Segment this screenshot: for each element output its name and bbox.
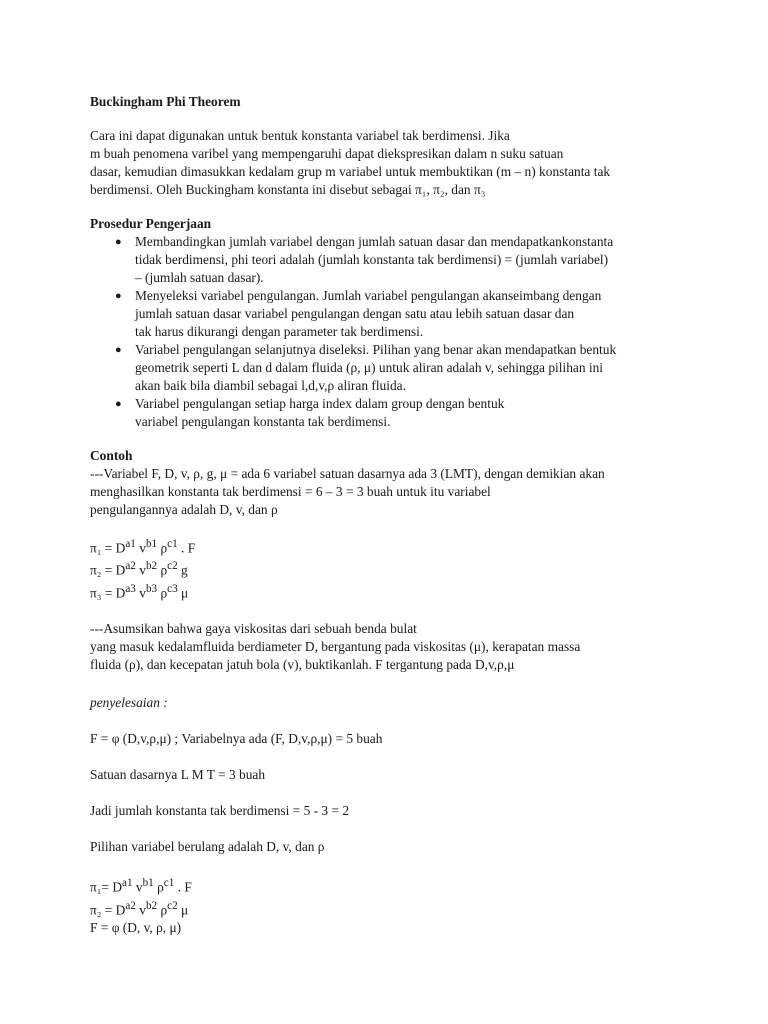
exponent: a2 — [125, 560, 136, 573]
bullet-icon: ● — [115, 290, 122, 302]
pi-equation — [90, 580, 690, 602]
procedure-line: Menyeleksi variabel pengulangan. Jumlah variabel pengulangan akanseimbang dengan — [135, 288, 602, 303]
eq-term: v — [135, 562, 146, 578]
procedure-line: akan baik bila diambil sebagai l,d,v,ρ aliran fluida. — [135, 378, 406, 393]
procedure-line: tak harus dikurangi dengan parameter tak berdimensi. — [135, 324, 424, 339]
intro-paragraph — [90, 127, 690, 199]
example1-line: ---Variabel F, D, v, ρ, g, μ = ada 6 variabel satuan dasarnya ada 3 (LMT), dengan demikian akan — [90, 466, 605, 481]
final-equation: F = φ (D, v, ρ, μ) — [90, 920, 182, 936]
exponent: b1 — [142, 877, 154, 890]
exponent: b2 — [145, 899, 158, 912]
example1-line: pengulangannya adalah D, v, dan ρ — [90, 502, 278, 517]
eq-term: ρ — [157, 540, 168, 556]
document-title: Buckingham Phi Theorem — [90, 94, 241, 109]
solution-label: penyelesaian : — [90, 695, 168, 711]
exponent: c3 — [167, 582, 178, 595]
procedure-line: jumlah satuan dasar variabel pengulangan dengan satu atau lebih satuan dasar dan — [135, 306, 575, 321]
pi-equations-2 — [90, 874, 690, 937]
procedure-line: variabel pengulangan konstanta tak berdimensi. — [135, 414, 391, 429]
example2-line: yang masuk kedalamfluida berdiameter D, bergantung pada viskositas (μ), kerapatan massa — [90, 639, 581, 655]
eq-lhs: π₁= D — [90, 879, 122, 895]
eq-term: μ — [177, 585, 189, 601]
solution-line: Pilihan variabel berulang adalah D, v, dan ρ — [90, 839, 325, 855]
eq-term: v — [135, 585, 146, 601]
exponent: a3 — [125, 582, 136, 595]
intro-line: Cara ini dapat digunakan untuk bentuk konstanta variabel tak berdimensi. Jika — [90, 128, 510, 143]
exponent: b1 — [145, 538, 158, 550]
solution-line: Jadi jumlah konstanta tak berdimensi = 5 - 3 = 2 — [90, 803, 350, 819]
eq-lhs: π₃ = D — [90, 585, 126, 601]
example2-paragraph — [90, 620, 690, 674]
intro-line: dasar, kemudian dimasukkan kedalam grup m variabel untuk membuktikan (m – n) konstanta tak — [90, 164, 611, 179]
eq-term: ρ — [153, 879, 164, 895]
procedure-item — [90, 341, 690, 395]
eq-term: μ — [177, 902, 189, 918]
procedure-list — [90, 233, 690, 431]
eq-term: ρ — [157, 902, 168, 918]
eq-term: . F — [174, 879, 192, 895]
eq-term: v — [132, 879, 143, 895]
bullet-icon: ● — [115, 236, 122, 248]
procedure-line: Variabel pengulangan selanjutnya diseleksi. Pilihan yang benar akan mendapatkan bentuk — [135, 342, 617, 357]
exponent: c1 — [167, 538, 178, 550]
example2-line: ---Asumsikan bahwa gaya viskositas dari sebuah benda bulat — [90, 621, 417, 637]
eq-term: g — [177, 562, 188, 578]
bullet-icon: ● — [115, 344, 122, 356]
exponent: c2 — [167, 899, 178, 912]
eq-term: . F — [177, 540, 196, 556]
intro-line: berdimensi. Oleh Buckingham konstanta ini disebut sebagai π₁, π₂, dan π₃ — [90, 182, 486, 197]
exponent: b3 — [145, 582, 158, 595]
eq-lhs: π₂ = D — [90, 902, 126, 918]
exponent: c2 — [167, 560, 178, 573]
eq-term: ρ — [157, 562, 168, 578]
eq-term: ρ — [157, 585, 168, 601]
exponent: c1 — [163, 877, 175, 890]
example2-line: fluida (ρ), dan kecepatan jatuh bola (v), buktikanlah. F tergantung pada D,v,ρ,μ — [90, 657, 515, 673]
procedure-heading: Prosedur Pengerjaan — [90, 216, 212, 231]
eq-lhs: π₂ = D — [90, 562, 126, 578]
pi-equation — [90, 535, 690, 557]
example1-paragraph — [90, 465, 690, 519]
eq-term: v — [135, 540, 146, 556]
exponent: a1 — [122, 877, 133, 890]
document-page — [90, 93, 690, 937]
procedure-line: Variabel pengulangan setiap harga index dalam group dengan bentuk — [135, 396, 505, 411]
exponent: a1 — [125, 538, 136, 550]
procedure-line: geometrik seperti L dan d dalam fluida (ρ, μ) untuk aliran adalah v, sehingga pilihan ini — [135, 360, 604, 375]
pi-equation — [90, 897, 690, 919]
bullet-icon: ● — [115, 398, 122, 410]
procedure-line: Membandingkan jumlah variabel dengan jumlah satuan dasar dan mendapatkankonstanta — [135, 234, 614, 249]
exponent: b2 — [145, 560, 158, 573]
procedure-item — [90, 233, 690, 287]
eq-lhs: π₁ = D — [90, 540, 126, 556]
procedure-item — [90, 287, 690, 341]
procedure-item — [90, 395, 690, 431]
eq-term: v — [135, 902, 146, 918]
procedure-line: – (jumlah satuan dasar). — [135, 270, 264, 285]
solution-line: F = φ (D,v,ρ,μ) ; Variabelnya ada (F, D,v,ρ,μ) = 5 buah — [90, 731, 383, 747]
intro-line: m buah penomena varibel yang mempengaruhi dapat diekspresikan dalam n suku satuan — [90, 146, 564, 161]
exponent: a2 — [125, 899, 136, 912]
pi-equation — [90, 874, 690, 896]
example-heading: Contoh — [90, 448, 133, 463]
example1-line: menghasilkan konstanta tak berdimensi = 6 – 3 = 3 buah untuk itu variabel — [90, 484, 491, 499]
procedure-line: tidak berdimensi, phi teori adalah (jumlah konstanta tak berdimensi) = (jumlah variabel) — [135, 252, 609, 267]
pi-equations-1 — [90, 535, 690, 602]
solution-line: Satuan dasarnya L M T = 3 buah — [90, 767, 266, 783]
pi-equation — [90, 557, 690, 579]
